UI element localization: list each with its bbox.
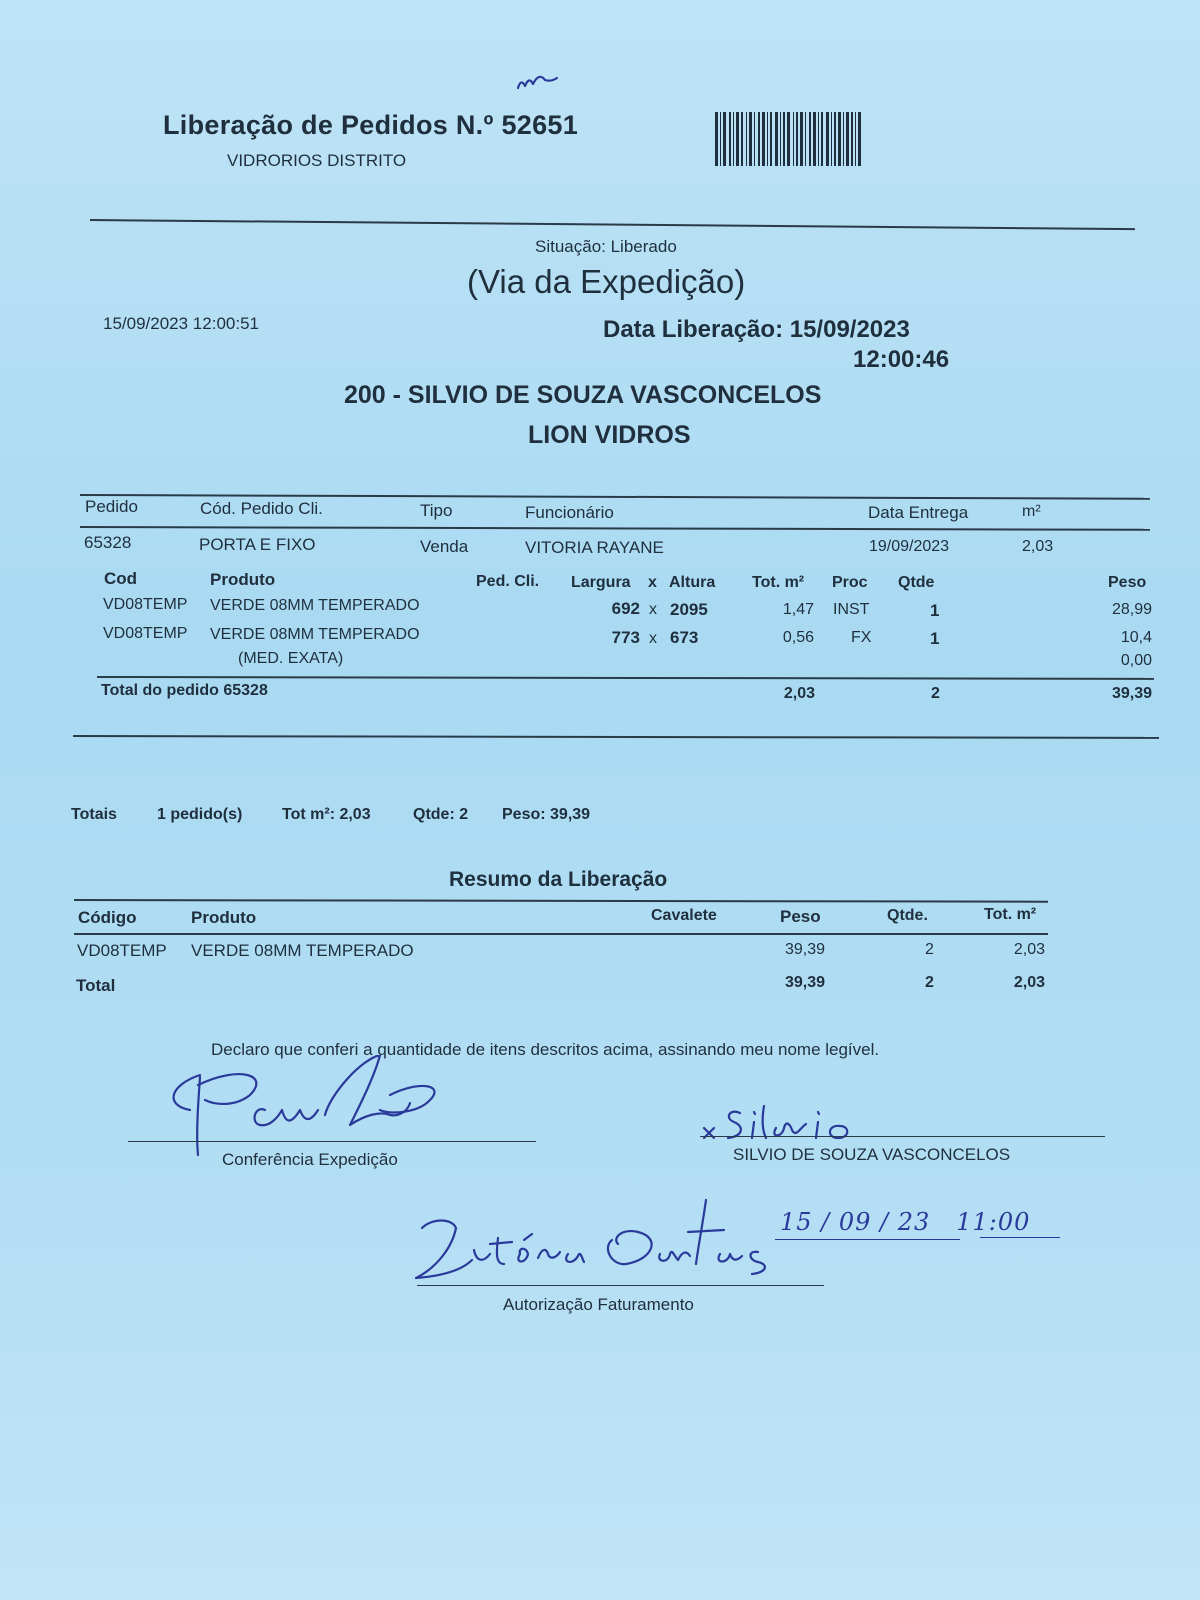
order-total-m2: 2,03 — [783, 685, 815, 702]
summary-qtde: 2 — [925, 941, 934, 958]
order-tipo: Venda — [420, 537, 469, 556]
item-note: (MED. EXATA) — [238, 650, 344, 667]
summary-total-tot-m2: 2,03 — [1013, 974, 1045, 991]
summary-col-codigo: Código — [78, 908, 137, 927]
summary-total-peso: 39,39 — [784, 974, 825, 991]
signature-conferencia — [160, 1055, 450, 1165]
signature-label-bottom: Autorização Faturamento — [503, 1295, 694, 1314]
print-datetime: 15/09/2023 12:00:51 — [103, 314, 259, 333]
summary-total-label: Total — [76, 976, 116, 995]
item-peso: 28,99 — [1111, 601, 1152, 618]
client-company: LION VIDROS — [528, 421, 691, 449]
handwritten-date: 15 / 09 / 23 11:00 — [780, 1208, 1031, 1236]
summary-peso: 39,39 — [784, 941, 825, 958]
items-col-proc: Proc — [832, 574, 868, 591]
totals-pedidos: 1 pedido(s) — [157, 806, 243, 823]
item-cod: VD08TEMP — [103, 596, 188, 613]
item-largura: 692 — [611, 599, 640, 618]
summary-top — [74, 899, 1048, 903]
company-name: VIDRORIOS DISTRITO — [227, 151, 407, 170]
signature-label-right: SILVIO DE SOUZA VASCONCELOS — [733, 1145, 1011, 1164]
summary-col-peso: Peso — [780, 907, 821, 926]
summary-col-tot-m2: Tot. m² — [984, 906, 1037, 923]
release-time: 12:00:46 — [853, 346, 950, 373]
document-title: Liberação de Pedidos N.º 52651 — [163, 110, 579, 140]
declaration-text: Declaro que conferi a quantidade de itens descritos acima, assinando meu nome legível. — [211, 1040, 880, 1059]
item-tot-m2: 0,56 — [782, 629, 814, 646]
summary-col-produto: Produto — [191, 908, 257, 927]
order-pedido: 65328 — [84, 533, 132, 552]
signature-silvio — [700, 1098, 920, 1148]
col-cod-pedido-cli: Cód. Pedido Cli. — [200, 499, 323, 518]
totals-qtde: Qtde: 2 — [413, 806, 469, 823]
totals-tot-m2: Tot m²: 2,03 — [282, 806, 371, 823]
summary-produto: VERDE 08MM TEMPERADO — [191, 941, 414, 960]
items-col-produto: Produto — [210, 570, 276, 589]
summary-tot-m2: 2,03 — [1013, 941, 1045, 958]
totals-label: Totais — [71, 806, 117, 823]
signature-label-left: Conferência Expedição — [222, 1150, 398, 1169]
item-peso: 10,4 — [1120, 629, 1152, 646]
col-data-entrega: Data Entrega — [868, 503, 969, 522]
item-proc: FX — [851, 629, 872, 646]
order-table-bottom — [73, 735, 1159, 739]
order-cod-cli: PORTA E FIXO — [199, 535, 316, 554]
pen-mark-icon — [515, 68, 565, 96]
items-col-largura: Largura — [571, 574, 631, 591]
col-m2: m² — [1022, 503, 1041, 520]
col-pedido: Pedido — [85, 497, 138, 516]
header-divider — [90, 219, 1135, 230]
item-qtde: 1 — [930, 629, 940, 648]
col-funcionario: Funcionário — [525, 503, 614, 522]
item-produto: VERDE 08MM TEMPERADO — [210, 626, 420, 643]
status-text: Situação: Liberado — [535, 237, 677, 256]
items-col-qtde: Qtde — [898, 574, 935, 591]
items-col-altura: Altura — [669, 574, 716, 591]
item-x: x — [649, 630, 657, 647]
item-altura: 2095 — [670, 600, 708, 619]
item-altura: 673 — [670, 628, 699, 647]
signature-line-left — [128, 1141, 536, 1142]
items-col-peso: Peso — [1108, 574, 1147, 591]
summary-total-qtde: 2 — [925, 974, 934, 991]
item-produto: VERDE 08MM TEMPERADO — [210, 597, 420, 614]
order-total-divider — [97, 676, 1154, 680]
order-header-divider — [80, 526, 1150, 531]
summary-codigo: VD08TEMP — [77, 941, 167, 960]
item-tot-m2: 1,47 — [782, 601, 814, 618]
barcode — [715, 112, 897, 166]
item-proc: INST — [833, 601, 870, 618]
order-data-entrega: 19/09/2023 — [869, 538, 950, 555]
via-title: (Via da Expedição) — [467, 263, 746, 300]
item-largura: 773 — [611, 628, 640, 647]
items-col-ped-cli: Ped. Cli. — [476, 573, 540, 590]
client-line: 200 - SILVIO DE SOUZA VASCONCELOS — [344, 381, 822, 409]
summary-title: Resumo da Liberação — [449, 868, 668, 891]
item-note-peso: 0,00 — [1120, 652, 1152, 669]
order-m2: 2,03 — [1022, 538, 1054, 555]
items-col-cod: Cod — [104, 569, 138, 588]
item-cod: VD08TEMP — [103, 625, 188, 642]
handwritten-time-underline — [980, 1237, 1060, 1238]
item-qtde: 1 — [930, 601, 940, 620]
handwritten-date-underline — [775, 1239, 960, 1240]
order-total-qtde: 2 — [931, 685, 940, 702]
summary-header-divider — [74, 933, 1048, 935]
items-col-tot-m2: Tot. m² — [752, 574, 805, 591]
release-date: Data Liberação: 15/09/2023 — [603, 316, 910, 343]
order-total-label: Total do pedido 65328 — [101, 682, 268, 699]
items-col-x: x — [648, 574, 657, 591]
summary-col-qtde: Qtde. — [887, 907, 928, 924]
totals-peso: Peso: 39,39 — [502, 806, 591, 823]
order-total-peso: 39,39 — [1111, 685, 1152, 702]
item-x: x — [649, 601, 657, 618]
signature-line-bottom — [417, 1285, 824, 1286]
summary-col-cavalete: Cavalete — [651, 907, 717, 924]
signature-vitoria — [412, 1198, 782, 1290]
signature-line-right — [700, 1136, 1105, 1137]
order-funcionario: VITORIA RAYANE — [525, 538, 664, 557]
col-tipo: Tipo — [420, 501, 453, 520]
